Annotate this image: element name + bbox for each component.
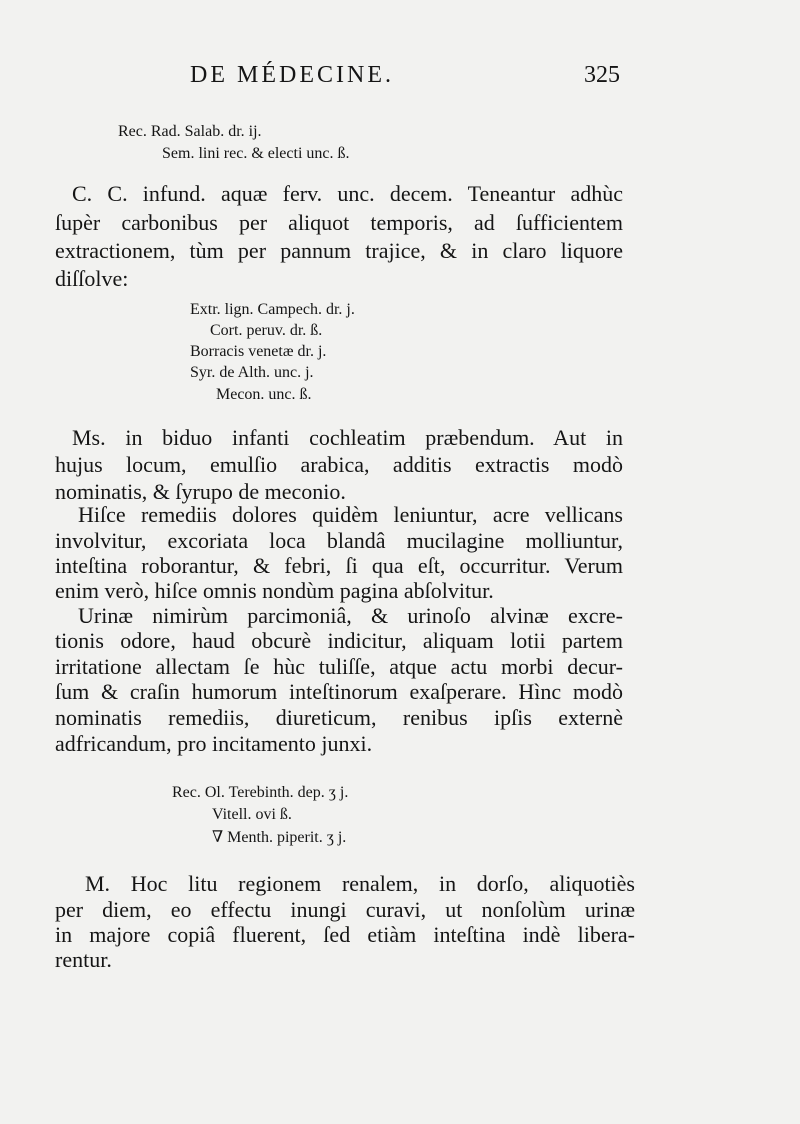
paragraph-line: per diem, eo effectu inungi curavi, ut nonſolùm urinæ: [55, 897, 635, 922]
recipe-line: Sem. lini rec. & electi unc. ß.: [162, 145, 350, 162]
paragraph-line: hujus locum, emulſio arabica, additis extractis modò: [55, 452, 623, 477]
recipe-line: ∇ Menth. piperit. ʒ j.: [212, 829, 347, 846]
paragraph-line: irritatione allectam ſe hùc tuliſſe, atque actu morbi decur-: [55, 654, 623, 679]
paragraph-line: M. Hoc litu regionem renalem, in dorſo, aliquotiès: [85, 871, 635, 896]
running-header: [190, 62, 620, 89]
paragraph-line: in majore copiâ fluerent, ſed etiàm inteſtina indè libera-: [55, 922, 635, 947]
paragraph-line: adfricandum, pro incitamento junxi.: [55, 731, 373, 756]
paragraph-line: Urinæ nimirùm parcimoniâ, & urinoſo alvinæ excre-: [78, 603, 623, 628]
paragraph-line: ſupèr carbonibus per aliquot temporis, ad ſufficientem: [55, 210, 623, 235]
page-number: 325: [584, 62, 620, 88]
recipe-line: Borracis venetæ dr. j.: [190, 343, 327, 360]
paragraph-line: ſum & craſin humorum inteſtinorum exaſperare. Hìnc modò: [55, 679, 623, 704]
recipe-line: Syr. de Alth. unc. j.: [190, 364, 314, 381]
recipe-line: Rec. Rad. Salab. dr. ij.: [118, 123, 262, 140]
paragraph-line: involvitur, excoriata loca blandâ mucilagine molliuntur,: [55, 528, 623, 553]
paragraph-line: Ms. in biduo infanti cochleatim præbendum. Aut in: [72, 425, 623, 450]
paragraph-line: Hiſce remediis dolores quidèm leniuntur, acre vellicans: [78, 502, 623, 527]
paragraph-line: diſſolve:: [55, 266, 129, 291]
paragraph-line: C. C. infund. aquæ ferv. unc. decem. Teneantur adhùc: [72, 181, 623, 206]
recipe-line: Mecon. unc. ß.: [216, 386, 312, 403]
paragraph-line: nominatis remediis, diureticum, renibus ipſis externè: [55, 705, 623, 730]
paragraph-line: inteſtina roborantur, & febri, ſi qua eſt, occurritur. Verum: [55, 553, 623, 578]
recipe-line: Rec. Ol. Terebinth. dep. ʒ j.: [172, 784, 349, 801]
recipe-line: Extr. lign. Campech. dr. j.: [190, 301, 355, 318]
paragraph-line: rentur.: [55, 947, 112, 972]
paragraph-line: enim verò, hiſce omnis nondùm pagina abſolvitur.: [55, 578, 494, 603]
paragraph-line: extractionem, tùm per pannum trajice, & in claro liquore: [55, 238, 623, 263]
recipe-line: Vitell. ovi ß.: [212, 806, 292, 823]
running-title: DE MÉDECINE.: [190, 62, 394, 88]
paragraph-line: tionis odore, haud obcurè indicitur, aliquam lotii partem: [55, 628, 623, 653]
paragraph-line: nominatis, & ſyrupo de meconio.: [55, 479, 346, 504]
recipe-line: Cort. peruv. dr. ß.: [210, 322, 323, 339]
